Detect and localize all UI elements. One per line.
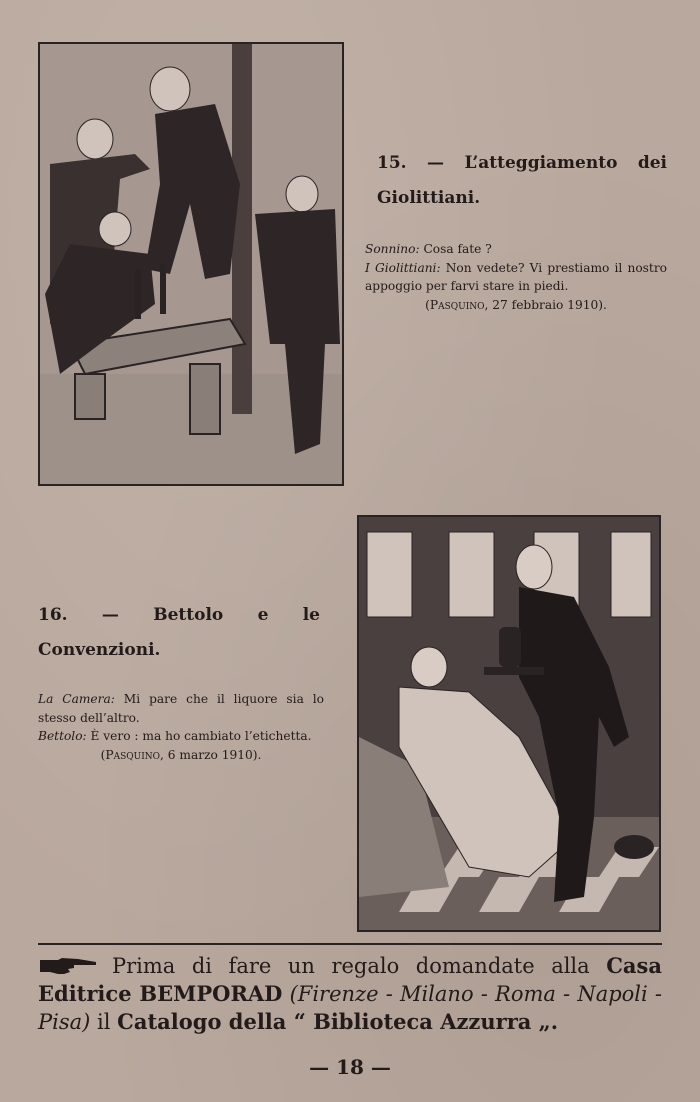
caption-15-body xyxy=(365,240,667,314)
caption-16-title: 16. — Bettolo e le Convenzioni. xyxy=(38,605,320,660)
advert-catalog: Catalogo della “ Biblioteca Azzurra „. xyxy=(117,1009,559,1034)
divider-rule xyxy=(38,943,662,945)
pointing-hand-icon xyxy=(38,955,98,975)
caption-15-line-1: Sonnino: Cosa fate ? xyxy=(365,242,492,256)
advert-publisher: Casa Editrice BEMPORAD xyxy=(38,953,662,1006)
caption-15-title: 15. — L’atteggiamento dei Giolittiani. xyxy=(377,153,668,208)
cartoon-illustration-16 xyxy=(357,515,661,932)
cartoon-illustration-15 xyxy=(38,42,344,486)
page-number: — 18 — xyxy=(309,1055,391,1079)
caption-16-line-1: La Camera: Mi pare che il liquore sia lo stesso dell’altro. xyxy=(38,692,325,725)
advert-mid: il xyxy=(97,1010,111,1034)
advertisement xyxy=(38,952,662,1036)
advert-cities: (Firenze - Milano - Roma - Napoli - Pisa) xyxy=(38,982,662,1034)
caption-15-source: (Pasquino, 27 febbraio 1910). xyxy=(425,297,607,312)
advert-intro: Prima di fare un regalo domandate alla xyxy=(112,954,590,978)
caption-16-source: (Pasquino, 6 marzo 1910). xyxy=(100,747,262,762)
caption-16-body xyxy=(38,690,324,764)
caption-16-line-2: Bettolo: È vero : ma ho cambiato l’etichetta. xyxy=(38,729,312,743)
caption-15-line-2: I Giolittiani: Non vedete? Vi prestiamo il nostro appoggio per farvi stare in piedi. xyxy=(365,260,667,293)
